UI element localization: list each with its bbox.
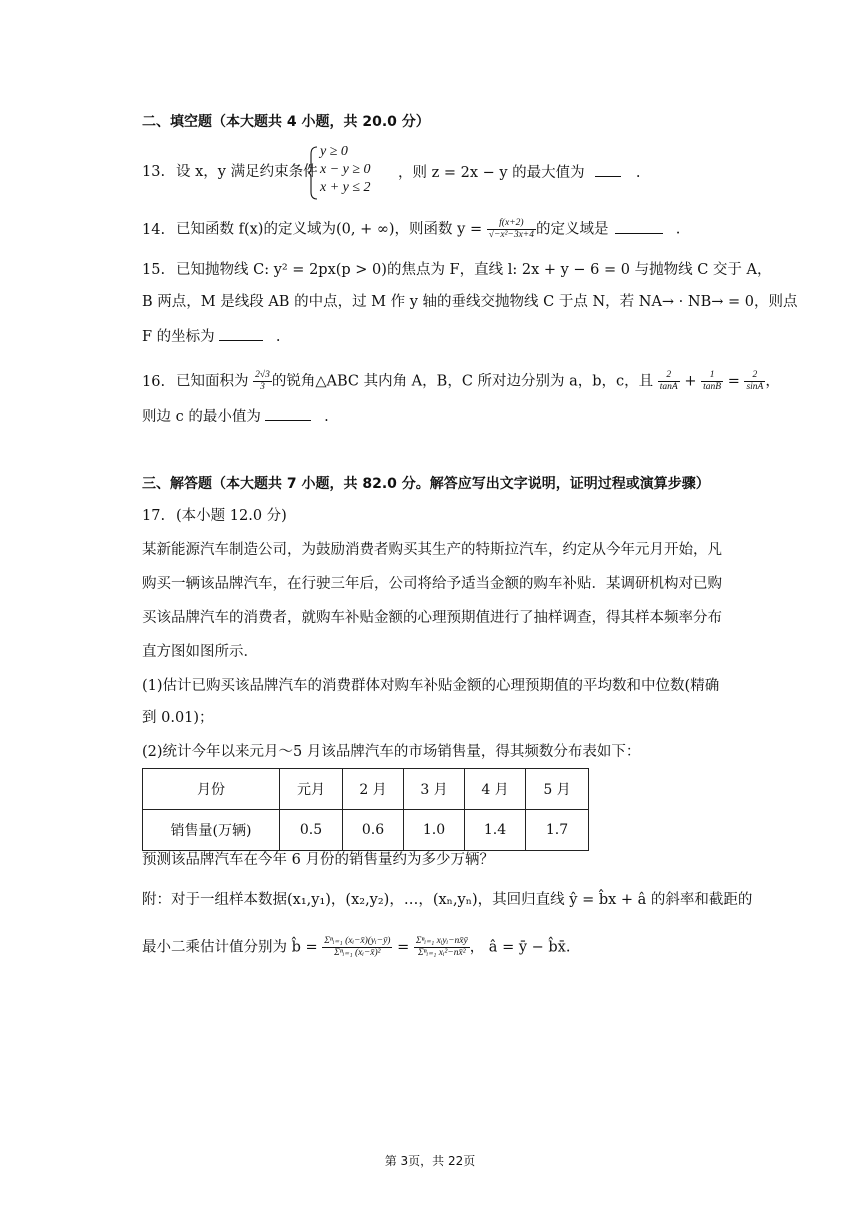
q14-answer-blank — [615, 219, 663, 234]
constraint-3: x + y ≤ 2 — [320, 180, 371, 195]
table-cell: 4 月 — [465, 769, 526, 810]
q16-line-2b: . — [324, 409, 329, 425]
q14-number: 14. — [142, 221, 166, 238]
q14-fraction — [487, 218, 536, 241]
q17-part1-line-1: (1)估计已购买该品牌汽车的消费群体对购车补贴金额的心理预期值的平均数和中位数(精确 — [142, 678, 720, 694]
q14-frac-denominator: √−x²−3x+4 — [488, 230, 534, 240]
sales-table — [142, 768, 589, 851]
table-cell: 3 月 — [404, 769, 465, 810]
q15-line-3b: . — [275, 329, 281, 345]
page-footer: 第 3页，共 22页 — [384, 1154, 476, 1168]
document-page: 二、填空题（本大题共 4 小题，共 20.0 分） 13. 设 x，y 满足约束条件 y ≥ 0 x − y ≥ 0 x + y ≤ 2 ，则 z = 2x − y 的最大值为 . 14. 已知函数 f(x)的定义域为(0, + ∞)，则函数 y = $\frac{f(x+2)}{\text{√−x²−3x+4}}$ 的定义域是 . 15. 已知抛物线 C: y² = 2px(p > 0)的焦点为 F，直线 l: 2x + y − 6 = 0 与抛物线 C 交于 A， B 两点，M 是线段 AB 的中点，过 M 作 y 轴的垂线交抛物线 C 于点 N，若 NA→ · NB→ = 0，则点 F 的坐标为 . 16. 已知面积为 $\frac{2√3}{3}$ 的锐角△ABC 其内角 A，B，C 所对边分别为 a，b，c，且 $\frac{2}{\tan A}$ + $\frac{1}{\tan B}$ = $\frac{2}{\sin A}$ ， 则边 c 的最小值为 . 三、解答题（本大题共 7 小题，共 82.0 分。解答应写出文字说明，证明过程或演算步骤） 17. (本小题 12.0 分) 某新能源汽车制造公司，为鼓励消费者购买其生产的特斯拉汽车，约定从今年元月开始，凡 购买一辆该品牌汽车，在行驶三年后，公司将给予适当金额的购车补贴．某调研机构对已购 买该品牌汽车的消费者，就购车补贴金额的心理预期值进行了抽样调查，得其样本频率分布 直方图如图所示． (1)估计已购买该品牌汽车的消费群体对购车补贴金额的心理预期值的平均数和中位数(精确 到 0.01)； (2)统计今年以来元月～5 月该品牌汽车的市场销售量，得其频数分布表如下： 月份 元月 2 月 3 月 4 月 5 月 销售量(万辆) 0.5 0.6 1.0 1.4 1.7 预测该品牌汽车在今年 6 月份的销售量约为多少万辆？ 附：对于一组样本数据(x₁,y₁)，(x₂,y₂)，…，(xₙ,yₙ)，其回归直线 ŷ = b̂x + â 的斜率和截距的 最小二乘估计值分别为 b̂ = $\frac{\text{Σⁿᵢ₌₁ (xᵢ−x̄)(yᵢ−ȳ)}}{\text{Σⁿᵢ₌₁ (xᵢ−x̄)²}}$ = $\frac{\text{Σⁿᵢ₌₁ xᵢyᵢ−nx̄ȳ}}{\text{Σⁿᵢ₌₁ xᵢ²−nx̄²}}$ ， â = ȳ − b̂x̄. 第 3页，共 22页 — [0, 0, 860, 1216]
q14-text-a: 已知函数 f(x)的定义域为(0, + ∞)，则函数 y = — [176, 221, 483, 238]
section-3-heading: 三、解答题（本大题共 7 小题，共 82.0 分。解答应写出文字说明，证明过程或演算步骤） — [142, 476, 710, 492]
q16-area-denominator: 3 — [260, 382, 265, 392]
table-cell: 2 月 — [343, 769, 404, 810]
q17-appendix-2b: ， â = ȳ − b̂x̄. — [469, 939, 571, 956]
q15-answer-blank — [219, 326, 263, 341]
q16-fraction-1: $\frac{2}{\tan A}$ — [659, 370, 678, 392]
q17-para-line-3: 买该品牌汽车的消费者，就购车补贴金额的心理预期值进行了抽样调查，得其样本频率分布 — [142, 610, 722, 626]
q16-answer-blank — [265, 406, 311, 421]
q16-text-a: 已知面积为 — [176, 373, 249, 390]
q14-text-c: . — [675, 221, 681, 238]
q14-text-b: 的定义域是 — [535, 221, 609, 238]
q13-number: 13. — [142, 164, 166, 180]
q13-text-a: 设 x，y 满足约束条件 — [176, 164, 318, 180]
table-cell: 销售量(万辆) — [143, 810, 280, 851]
constraint-2: x − y ≥ 0 — [320, 162, 371, 177]
q17-part2: (2)统计今年以来元月～5 月该品牌汽车的市场销售量，得其频数分布表如下： — [142, 744, 641, 760]
question-14 — [142, 218, 680, 241]
constraint-1: y ≥ 0 — [320, 144, 348, 159]
q15-line-1: 已知抛物线 C: y² = 2px(p > 0)的焦点为 F，直线 l: 2x + y − 6 = 0 与抛物线 C 交于 A， — [176, 262, 772, 278]
q16-area-fraction — [253, 370, 272, 393]
table-cell: 1.4 — [465, 810, 526, 851]
q17-para-line-2: 购买一辆该品牌汽车，在行驶三年后，公司将给予适当金额的购车补贴．某调研机构对已购 — [142, 576, 722, 592]
q16-fraction-3: $\frac{2}{\sin A}$ — [746, 370, 764, 392]
q17-para-line-1: 某新能源汽车制造公司，为鼓励消费者购买其生产的特斯拉汽车，约定从今年元月开始，凡 — [142, 542, 722, 558]
q16-area-numerator: 2√3 — [255, 370, 270, 380]
q15-number: 15. — [142, 262, 166, 278]
table-row — [143, 769, 589, 810]
q15-line-3a: F 的坐标为 — [142, 329, 215, 345]
q14-frac-numerator: f(x+2) — [487, 218, 536, 230]
q17-appendix-line-2: 最小二乘估计值分别为 b̂ = $\frac{\text{Σⁿᵢ₌₁ (xᵢ−x̄)(yᵢ−ȳ)}}{\text{Σⁿᵢ₌₁ (xᵢ−x̄)²}}$ = $\frac{\text{Σⁿᵢ₌₁ xᵢyᵢ−nx̄ȳ}}{\text{Σⁿᵢ₌₁ xᵢ²−nx̄²}}$ ， â = ȳ − b̂x̄. — [142, 936, 571, 958]
constraint-brace — [308, 146, 318, 204]
table-cell: 1.7 — [526, 810, 589, 851]
table-cell: 0.6 — [343, 810, 404, 851]
q16-fraction-2: $\frac{1}{\tan B}$ — [703, 370, 722, 392]
q13-answer-blank — [595, 162, 621, 177]
section-2-heading: 二、填空题（本大题共 4 小题，共 20.0 分） — [142, 114, 430, 130]
q17-appendix-line-1: 附：对于一组样本数据(x₁,y₁)，(x₂,y₂)，…，(xₙ,yₙ)，其回归直线 ŷ = b̂x + â 的斜率和截距的 — [142, 892, 753, 908]
b-hat-fraction-2: $\frac{\text{Σⁿᵢ₌₁ xᵢyᵢ−nx̄ȳ}}{\text{Σⁿᵢ₌₁ xᵢ²−nx̄²}}$ — [415, 936, 468, 958]
table-row — [143, 810, 589, 851]
q16-plus: + — [684, 373, 697, 390]
q15-line-2: B 两点，M 是线段 AB 的中点，过 M 作 y 轴的垂线交抛物线 C 于点 N，若 NA→ · NB→ = 0，则点 — [142, 294, 798, 310]
brace-icon — [308, 146, 318, 200]
q16-line-2a: 则边 c 的最小值为 — [142, 409, 261, 425]
q17-appendix-2a: 最小二乘估计值分别为 b̂ = — [142, 939, 318, 956]
q17-predict: 预测该品牌汽车在今年 6 月份的销售量约为多少万辆？ — [142, 852, 494, 868]
b-hat-fraction-1: $\frac{\text{Σⁿᵢ₌₁ (xᵢ−x̄)(yᵢ−ȳ)}}{\text{Σⁿᵢ₌₁ (xᵢ−x̄)²}}$ — [324, 936, 391, 958]
q16-number: 16. — [142, 373, 166, 390]
table-cell: 0.5 — [280, 810, 343, 851]
q17-para-line-4: 直方图如图所示． — [142, 644, 258, 660]
q16-equals: = — [727, 373, 740, 390]
table-cell: 月份 — [143, 769, 280, 810]
q17-number: 17. — [142, 508, 166, 524]
q13-text-b: ，则 z = 2x − y 的最大值为 — [398, 165, 585, 181]
q13-text-c: . — [635, 165, 641, 181]
q16-text-b: 的锐角△ABC 其内角 A，B，C 所对边分别为 a，b，c，且 — [271, 373, 654, 390]
table-cell: 5 月 — [526, 769, 589, 810]
q17-score: (本小题 12.0 分) — [176, 508, 287, 524]
table-cell: 1.0 — [404, 810, 465, 851]
table-cell: 元月 — [280, 769, 343, 810]
q17-part1-line-2: 到 0.01)； — [142, 710, 214, 726]
